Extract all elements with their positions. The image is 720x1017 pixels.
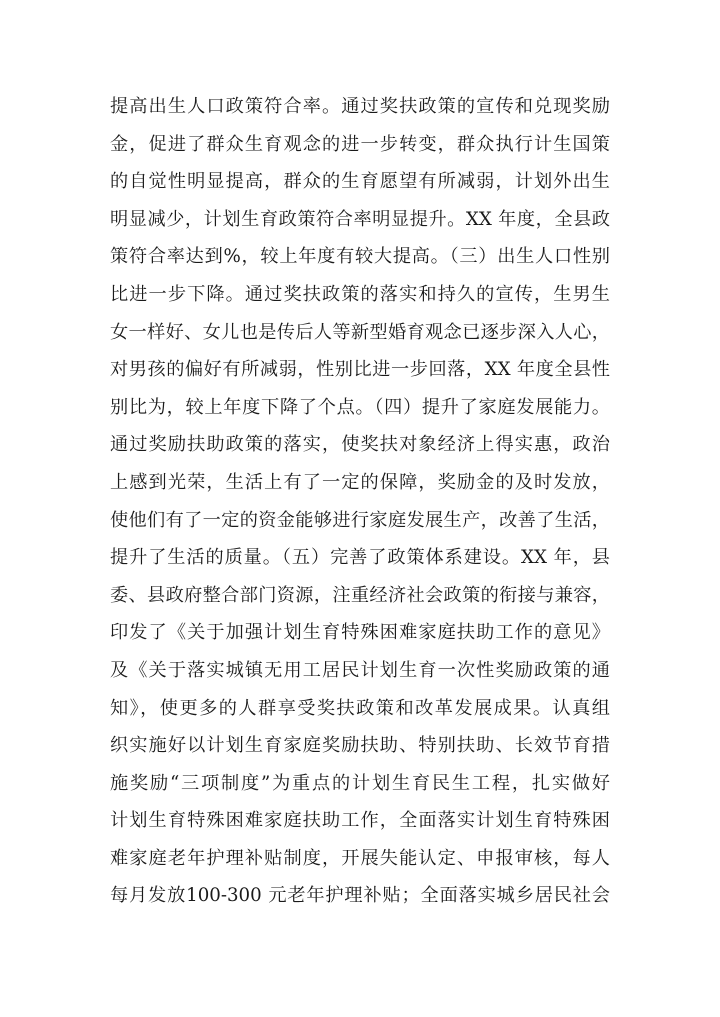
text-line: 每月发放100-300 元老年护理补贴；全面落实城乡居民社会 xyxy=(110,885,610,907)
text-line: 通过奖励扶助政策的落实，使奖扶对象经济上得实惠，政治 xyxy=(110,434,610,456)
text-line: 使他们有了一定的资金能够进行家庭发展生产，改善了生活， xyxy=(110,509,610,531)
text-line: 金，促进了群众生育观念的进一步转变，群众执行计生国策 xyxy=(110,133,610,155)
text-line: 知》，使更多的人群享受奖扶政策和改革发展成果。认真组 xyxy=(110,697,610,719)
text-line: 委、县政府整合部门资源，注重经济社会政策的衔接与兼容， xyxy=(110,584,610,606)
text-line: 提高出生人口政策符合率。通过奖扶政策的宣传和兑现奖励 xyxy=(110,96,610,117)
text-line: 的自觉性明显提高，群众的生育愿望有所减弱，计划外出生 xyxy=(110,171,610,193)
text-line: 印发了《关于加强计划生育特殊困难家庭扶助工作的意见》 xyxy=(110,622,610,644)
text-line: 对男孩的偏好有所减弱，性别比进一步回落，XX 年度全县性 xyxy=(110,359,610,381)
text-line: 难家庭老年护理补贴制度，开展失能认定、申报审核，每人 xyxy=(110,847,610,869)
text-line: 上感到光荣，生活上有了一定的保障，奖励金的及时发放， xyxy=(110,471,610,493)
text-line: 提升了生活的质量。（五）完善了政策体系建设。XX 年，县 xyxy=(110,547,610,569)
text-line: 织实施好以计划生育家庭奖励扶助、特别扶助、长效节育措 xyxy=(110,735,610,757)
text-line: 比进一步下降。通过奖扶政策的落实和持久的宣传，生男生 xyxy=(110,283,610,305)
text-line: 策符合率达到%，较上年度有较大提高。（三）出生人口性别 xyxy=(110,246,610,268)
text-line: 明显减少，计划生育政策符合率明显提升。XX 年度，全县政 xyxy=(110,208,610,230)
text-line: 施奖励“三项制度”为重点的计划生育民生工程，扎实做好 xyxy=(110,772,610,794)
body-text xyxy=(110,88,610,915)
text-line: 计划生育特殊困难家庭扶助工作，全面落实计划生育特殊困 xyxy=(110,810,610,832)
text-line: 及《关于落实城镇无用工居民计划生育一次性奖励政策的通 xyxy=(110,659,610,681)
text-line: 别比为，较上年度下降了个点。（四）提升了家庭发展能力。 xyxy=(110,396,610,418)
text-line: 女一样好、女儿也是传后人等新型婚育观念已逐步深入人心， xyxy=(110,321,610,343)
